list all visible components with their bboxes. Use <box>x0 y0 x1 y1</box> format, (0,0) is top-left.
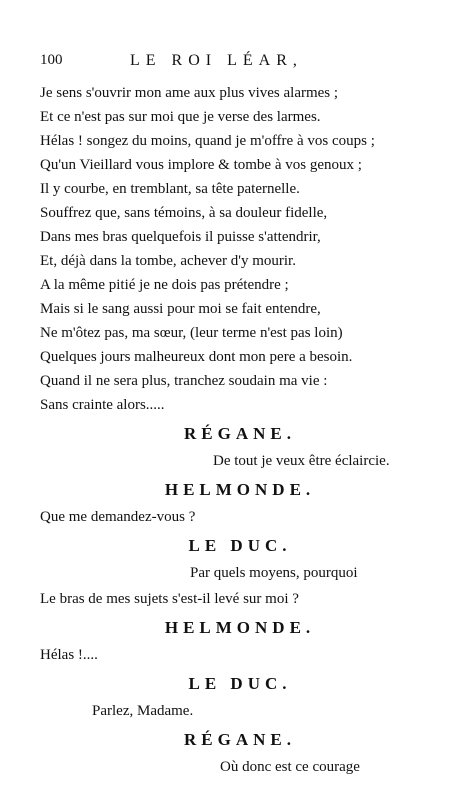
verse-line: Quelques jours malheureux dont mon pere a besoin. <box>40 349 353 365</box>
verse-line: Et, déjà dans la tombe, achever d'y mourir. <box>40 253 296 269</box>
dialogue-line: Parlez, Madame. <box>92 703 194 719</box>
verse-line: Quand il ne sera plus, tranchez soudain ma vie : <box>40 373 328 389</box>
verse-line: Dans mes bras quelquefois il puisse s'attendrir, <box>40 229 321 245</box>
speaker-name: RÉGANE. <box>184 730 296 749</box>
speaker-name: HELMONDE. <box>164 480 316 499</box>
verse-line: A la même pitié je ne dois pas prétendre ; <box>40 277 289 293</box>
speaker-name: LE DUC. <box>188 674 292 693</box>
verse-line: Qu'un Vieillard vous implore & tombe à vos genoux ; <box>40 157 362 173</box>
speaker-name: HELMONDE. <box>164 618 316 637</box>
verse-line: Et ce n'est pas sur moi que je verse des larmes. <box>40 109 321 125</box>
dialogue-line: De tout je veux être éclaircie. <box>213 453 390 469</box>
running-title: LE ROI LÉAR, <box>130 52 303 69</box>
verse-line: Mais si le sang aussi pour moi se fait entendre, <box>40 301 321 317</box>
dialogue-line: Que me demandez-vous ? <box>40 509 196 525</box>
dialogue-line: Où donc est ce courage <box>220 759 360 775</box>
verse-line: Hélas ! songez du moins, quand je m'offre à vos coups ; <box>40 133 375 149</box>
verse-line: Ne m'ôtez pas, ma sœur, (leur terme n'est pas loin) <box>40 325 343 341</box>
page-header <box>40 52 420 76</box>
speaker-name: RÉGANE. <box>184 424 296 443</box>
dialogue-line: Hélas !.... <box>40 647 98 663</box>
verse-line: Je sens s'ouvrir mon ame aux plus vives alarmes ; <box>40 85 339 101</box>
verse-line: Souffrez que, sans témoins, à sa douleur fidelle, <box>40 205 328 221</box>
dialogue-line: Par quels moyens, pourquoi <box>190 565 358 581</box>
speaker-name: LE DUC. <box>188 536 292 555</box>
page-number: 100 <box>40 52 63 68</box>
dialogue-line: Le bras de mes sujets s'est-il levé sur moi ? <box>40 591 299 607</box>
verse-line: Sans crainte alors..... <box>40 397 165 413</box>
verse-line: Il y courbe, en tremblant, sa tête paternelle. <box>40 181 300 197</box>
